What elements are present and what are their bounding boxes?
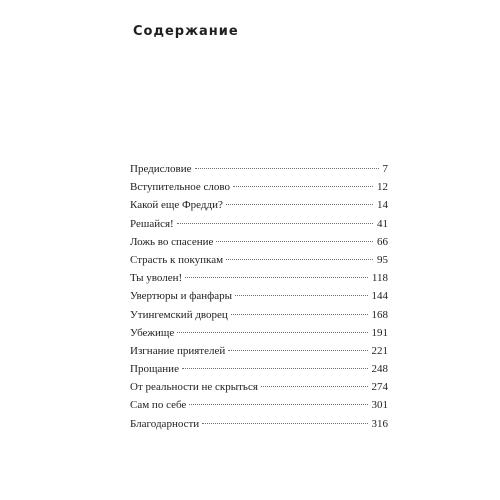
dot-leader (261, 386, 368, 387)
toc-entry-title: От реальности не скрыться (130, 381, 258, 394)
toc-entry-title: Ты уволен! (130, 272, 183, 285)
toc-entry (130, 378, 388, 396)
toc-entry (130, 160, 388, 178)
toc-entry-page: 248 (371, 363, 388, 376)
toc-entry (130, 415, 388, 433)
dot-leader (233, 186, 373, 187)
toc-entry-page: 7 (382, 163, 388, 175)
toc-entry-title: Утингемский дворец (130, 308, 228, 321)
toc-entry-title: Увертюры и фанфары (130, 290, 233, 303)
toc-entry (130, 215, 388, 233)
toc-entry-page: 41 (377, 217, 388, 230)
page-title: Содержание (133, 24, 239, 39)
toc-entry (130, 178, 388, 196)
toc-entry (130, 360, 388, 378)
toc-entry (130, 233, 388, 251)
toc-entry-page: 168 (371, 308, 388, 321)
toc-entry-page: 221 (371, 344, 388, 357)
toc-entry (130, 324, 388, 342)
toc-entry-page: 274 (371, 381, 388, 394)
toc-entry (130, 251, 388, 269)
toc-entry-title: Ложь во спасение (130, 235, 214, 248)
toc-entry (130, 287, 388, 305)
dot-leader (228, 350, 367, 351)
toc-entry-title: Решайся! (130, 217, 174, 230)
toc-entry-page: 66 (377, 235, 388, 248)
dot-leader (226, 204, 373, 205)
toc-entry-title: Сам по себе (130, 399, 187, 412)
dot-leader (231, 314, 368, 315)
toc-entry (130, 342, 388, 360)
dot-leader (189, 404, 367, 405)
toc-entry-page: 95 (377, 253, 388, 266)
toc-entry-page: 12 (377, 181, 388, 194)
toc-entry-title: Прощание (130, 363, 179, 376)
toc-entry-title: Какой еще Фредди? (130, 199, 223, 212)
dot-leader (195, 168, 379, 169)
dot-leader (216, 241, 373, 242)
toc-entry-page: 144 (371, 290, 388, 303)
dot-leader (226, 259, 373, 260)
toc-entry (130, 269, 388, 287)
toc-entry-title: Предисловие (130, 163, 192, 175)
toc-entry-page: 14 (377, 199, 388, 212)
toc-entry (130, 196, 388, 214)
toc-entry-title: Изгнание приятелей (130, 344, 226, 357)
toc-entry-title: Убежище (130, 326, 175, 339)
toc-entry-page: 191 (371, 326, 388, 339)
toc-entry-title: Благодарности (130, 417, 200, 430)
dot-leader (177, 223, 373, 224)
toc-entry-page: 316 (371, 417, 388, 430)
dot-leader (202, 423, 367, 424)
dot-leader (185, 277, 368, 278)
table-of-contents (130, 160, 388, 433)
dot-leader (182, 368, 368, 369)
dot-leader (177, 332, 367, 333)
dot-leader (235, 295, 367, 296)
toc-entry-title: Вступительное слово (130, 181, 230, 194)
toc-entry-page: 118 (371, 272, 388, 285)
toc-entry (130, 396, 388, 414)
toc-entry-title: Страсть к покупкам (130, 253, 224, 266)
toc-entry-page: 301 (371, 399, 388, 412)
toc-entry (130, 306, 388, 324)
